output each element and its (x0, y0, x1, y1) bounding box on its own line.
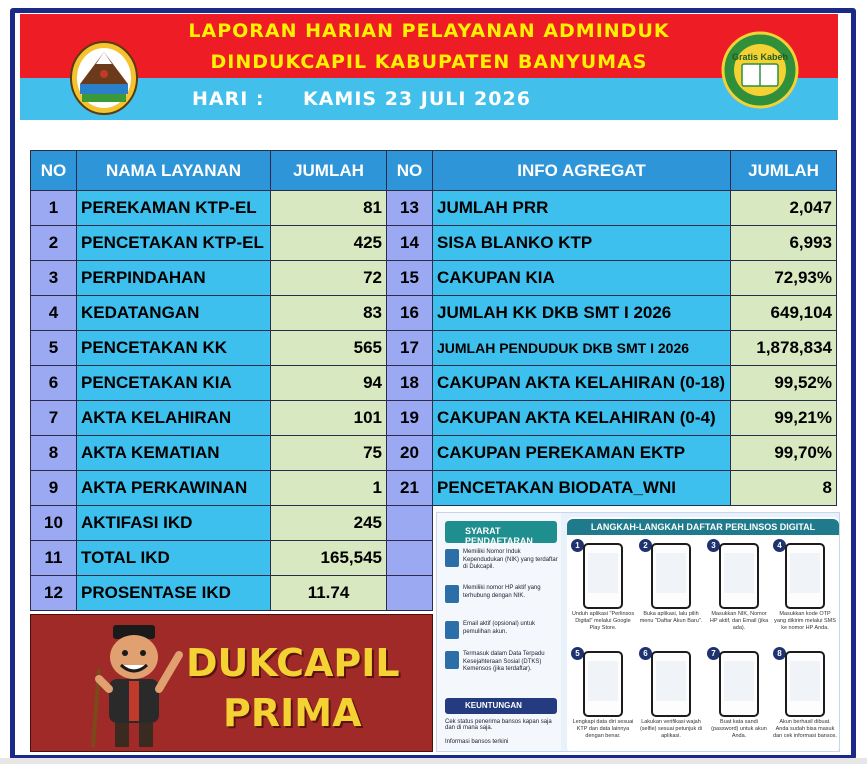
agregat-value: 99,70% (731, 436, 837, 471)
layanan-no: 3 (31, 261, 77, 296)
phone-icon (583, 543, 623, 609)
banner-line1: DUKCAPIL (186, 641, 400, 685)
agregat-no-empty (387, 506, 433, 541)
layanan-no: 1 (31, 191, 77, 226)
table-row (31, 191, 837, 226)
syarat-title: SYARAT PENDAFTARAN (445, 521, 557, 543)
table-row (31, 331, 837, 366)
steps-panel (567, 517, 839, 752)
table-row (31, 401, 837, 436)
step-card: 2 Buka aplikasi, lalu pilih menu "Daftar Akun Baru". (639, 541, 703, 624)
layanan-value: 75 (271, 436, 387, 471)
layanan-name: AKTA KEMATIAN (77, 436, 271, 471)
col-header-no: NO (31, 151, 77, 191)
layanan-no: 9 (31, 471, 77, 506)
sheet-scrollbar-strip (0, 758, 867, 764)
layanan-name: TOTAL IKD (77, 541, 271, 576)
day-label: HARI : (192, 88, 265, 110)
agregat-no: 19 (387, 401, 433, 436)
agregat-no: 13 (387, 191, 433, 226)
agregat-no: 20 (387, 436, 433, 471)
layanan-value: 81 (271, 191, 387, 226)
layanan-no: 2 (31, 226, 77, 261)
layanan-no: 4 (31, 296, 77, 331)
mascot-icon (79, 619, 189, 751)
step-card: 6 Lakukan verifikasi wajah (selfie) sesuai petunjuk di aplikasi. (639, 649, 703, 739)
syarat-item: Memiliki nomor HP aktif yang terhubung dengan NIK. (445, 585, 559, 600)
agregat-name: PENCETAKAN BIODATA_WNI (433, 471, 731, 506)
layanan-no: 12 (31, 576, 77, 611)
agregat-name: CAKUPAN AKTA KELAHIRAN (0-4) (433, 401, 731, 436)
agregat-no: 18 (387, 366, 433, 401)
agregat-no: 14 (387, 226, 433, 261)
phone-icon (785, 651, 825, 717)
keuntungan-item: Informasi bansos terkini (445, 739, 509, 745)
banyumas-emblem-icon (68, 38, 140, 116)
agregat-name: CAKUPAN KIA (433, 261, 731, 296)
layanan-value: 101 (271, 401, 387, 436)
syarat-item: Email aktif (opsional) untuk pemulihan akun. (445, 621, 559, 636)
table-row (31, 226, 837, 261)
report-header (20, 14, 838, 120)
agregat-no-empty (387, 576, 433, 611)
layanan-value: 11.74 (271, 576, 387, 611)
layanan-no: 8 (31, 436, 77, 471)
col-header-nama-layanan: NAMA LAYANAN (77, 151, 271, 191)
agregat-value: 6,993 (731, 226, 837, 261)
layanan-name: PEREKAMAN KTP-EL (77, 191, 271, 226)
layanan-no: 11 (31, 541, 77, 576)
banner-line2: PRIMA (223, 691, 362, 735)
table-row (31, 471, 837, 506)
phone-icon (651, 543, 691, 609)
report-date: KAMIS 23 JULI 2026 (303, 88, 531, 110)
layanan-value: 165,545 (271, 541, 387, 576)
agregat-value: 99,52% (731, 366, 837, 401)
people-icon (445, 651, 459, 669)
col-header-jumlah-agregat: JUMLAH (731, 151, 837, 191)
gratis-kabeh-logo-icon (720, 30, 800, 110)
keuntungan-title: KEUNTUNGAN (445, 698, 557, 714)
agregat-no: 15 (387, 261, 433, 296)
layanan-value: 565 (271, 331, 387, 366)
phone-icon (583, 651, 623, 717)
layanan-name: KEDATANGAN (77, 296, 271, 331)
agregat-value: 72,93% (731, 261, 837, 296)
layanan-name: PROSENTASE IKD (77, 576, 271, 611)
agregat-value: 649,104 (731, 296, 837, 331)
syarat-item: Memiliki Nomor Induk Kependudukan (NIK) yang terdaftar di Dukcapil. (445, 549, 559, 572)
col-header-info-agregat: INFO AGREGAT (433, 151, 731, 191)
step-card: 8 Akun berhasil dibuat. Anda sudah bisa masuk dan cek informasi bansos. (773, 649, 837, 739)
table-row (31, 261, 837, 296)
step-card: 4 Masukkan kode OTP yang dikirim melalui SMS ke nomor HP Anda. (774, 541, 836, 631)
layanan-name: PENCETAKAN KIA (77, 366, 271, 401)
steps-title: LANGKAH-LANGKAH DAFTAR PERLINSOS DIGITAL (567, 519, 839, 535)
layanan-value: 425 (271, 226, 387, 261)
phone-icon (651, 651, 691, 717)
layanan-name: PENCETAKAN KK (77, 331, 271, 366)
perlinsos-infographic (436, 512, 840, 752)
mail-icon (445, 621, 459, 639)
table-header-row (31, 151, 837, 191)
layanan-value: 72 (271, 261, 387, 296)
layanan-value: 1 (271, 471, 387, 506)
phone-icon (719, 651, 759, 717)
phone-icon (445, 585, 459, 603)
layanan-name: AKTIFASI IKD (77, 506, 271, 541)
agregat-name: JUMLAH KK DKB SMT I 2026 (433, 296, 731, 331)
layanan-no: 6 (31, 366, 77, 401)
phone-icon (785, 543, 825, 609)
layanan-no: 5 (31, 331, 77, 366)
report-title-line1: LAPORAN HARIAN PELAYANAN ADMINDUK (188, 20, 670, 42)
step-card: 7 Buat kata sandi (password) untuk akun Anda. (707, 647, 771, 752)
gratis-kabeh-text: Gratis Kabeh (731, 52, 789, 62)
col-header-no-agregat: NO (387, 151, 433, 191)
layanan-name: PERPINDAHAN (77, 261, 271, 296)
agregat-name: CAKUPAN AKTA KELAHIRAN (0-18) (433, 366, 731, 401)
agregat-name: CAKUPAN PEREKAMAN EKTP (433, 436, 731, 471)
agregat-name: JUMLAH PRR (433, 191, 731, 226)
layanan-name: AKTA PERKAWINAN (77, 471, 271, 506)
id-card-icon (445, 549, 459, 567)
agregat-value: 2,047 (731, 191, 837, 226)
table-row (31, 366, 837, 401)
phone-icon (719, 543, 759, 609)
agregat-name: JUMLAH PENDUDUK DKB SMT I 2026 (433, 331, 731, 366)
agregat-no: 16 (387, 296, 433, 331)
agregat-value: 8 (731, 471, 837, 506)
step-card: 5 Lengkapi data diri sesuai KTP dan data lainnya dengan benar. (572, 649, 634, 739)
layanan-name: AKTA KELAHIRAN (77, 401, 271, 436)
agregat-no: 21 (387, 471, 433, 506)
agregat-value: 1,878,834 (731, 331, 837, 366)
syarat-item: Termasuk dalam Data Terpadu Kesejahteraan Sosial (DTKS) Kemensos (jika terdaftar). (445, 651, 559, 674)
table-row (31, 436, 837, 471)
agregat-value: 99,21% (731, 401, 837, 436)
layanan-no: 7 (31, 401, 77, 436)
keuntungan-item: Cek status penerima bansos kapan saja dan di mana saja. (445, 719, 552, 731)
layanan-no: 10 (31, 506, 77, 541)
step-card: 3 Masukkan NIK, Nomor HP aktif, dan Email (jika ada). (707, 539, 771, 647)
col-header-jumlah: JUMLAH (271, 151, 387, 191)
agregat-name: SISA BLANKO KTP (433, 226, 731, 261)
agregat-no-empty (387, 541, 433, 576)
step-card: 1 Unduh aplikasi "Perlinsos Digital" melalui Google Play Store. (571, 541, 635, 631)
syarat-panel (437, 513, 561, 752)
dukcapil-prima-banner (30, 614, 433, 752)
layanan-value: 83 (271, 296, 387, 331)
table-row (31, 296, 837, 331)
layanan-value: 245 (271, 506, 387, 541)
layanan-value: 94 (271, 366, 387, 401)
agregat-no: 17 (387, 331, 433, 366)
report-title-line2: DINDUKCAPIL KABUPATEN BANYUMAS (210, 51, 648, 73)
layanan-name: PENCETAKAN KTP-EL (77, 226, 271, 261)
